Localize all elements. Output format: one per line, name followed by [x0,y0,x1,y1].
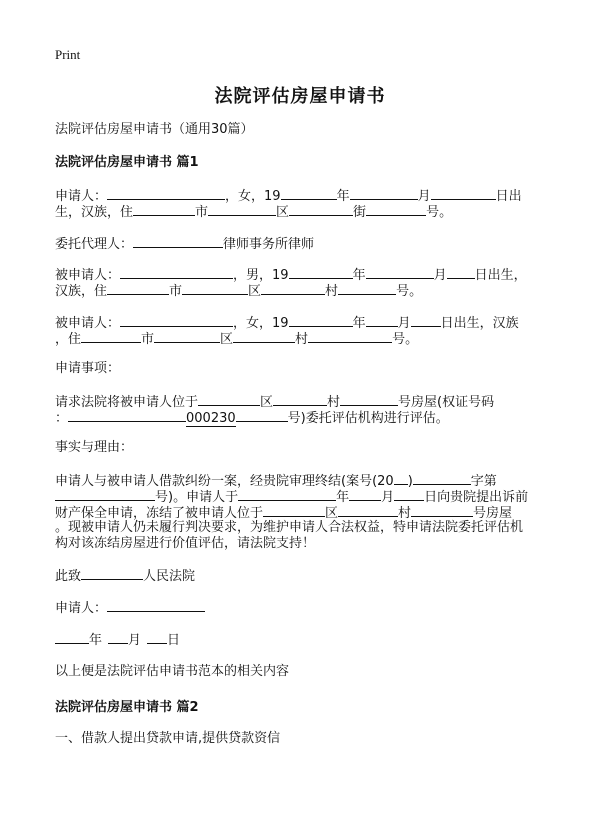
text: 律师事务所律师 [223,237,315,252]
blank [236,409,288,422]
text: 日出生， [474,268,527,283]
text: ) [407,474,413,489]
blank [366,203,426,216]
text: 号。 [392,332,419,347]
blank [289,203,353,216]
blank [394,488,424,501]
request-line-2 [55,409,449,427]
blank [147,631,167,644]
text: 年 [352,316,366,331]
blank [107,187,225,200]
blank [133,203,195,216]
blank [308,330,392,343]
text: 村 [327,395,341,410]
blank [81,567,143,580]
closing-line [55,567,195,585]
text: 月 [397,316,411,331]
text: 号)。申请人于 [155,490,239,505]
blank [120,266,233,279]
text: 市 [169,284,183,299]
matters-label: 申请事项： [55,361,121,376]
blank [338,282,396,295]
text: 申请人： [55,601,108,616]
text: 区 [220,332,234,347]
blank [413,472,471,485]
blank [208,203,276,216]
section-2-heading: 法院评估房屋申请书 篇2 [55,700,199,715]
text: 年 [89,633,103,648]
blank [411,504,473,517]
blank [238,488,336,501]
blank [394,472,408,485]
text: ，住 [55,332,82,347]
blank [68,409,186,422]
date-line [55,631,180,649]
text: ： [55,411,69,426]
respondent-1-line-2 [55,282,422,300]
text: 市 [141,332,155,347]
agent-line [55,235,314,253]
text: 号)委托评估机构进行评估。 [287,411,449,426]
text: 此致 [55,569,82,584]
text: 人民法院 [143,569,196,584]
text: 村 [398,506,412,521]
text: ，男，19 [233,268,289,283]
blank [120,314,233,327]
blank [366,314,398,327]
blank [350,187,418,200]
text: 号。 [426,205,453,220]
blank [55,631,89,644]
blank [263,504,325,517]
section-2-line-1: 一、借款人提出贷款申请,提供贷款资信 [55,731,281,746]
blank [233,330,295,343]
blank [447,266,475,279]
text: 月 [381,490,395,505]
text: 财产保全申请，冻结了被申请人位于 [55,506,264,521]
text: 日 [167,633,181,648]
text: 号房屋(权证号码 [398,395,495,410]
document-title: 法院评估房屋申请书 [214,86,386,107]
text: 号房屋 [473,506,513,521]
print-label: Print [55,47,81,62]
signature-line [55,599,205,617]
blank [133,235,223,248]
blank [55,488,155,501]
facts-line-5: 构对该冻结房屋进行价值评估，请法院支持！ [55,536,316,551]
text: 日向贵院提出诉前 [424,490,529,505]
facts-line-4: 。现被申请人仍未履行判决要求，为维护申请人合法权益，特申请法院委托评估机 [55,520,524,535]
text: 村 [295,332,309,347]
text: 区 [260,395,274,410]
text: 生，汉族，住 [55,205,134,220]
text: 月 [433,268,447,283]
blank [338,504,398,517]
text: 号。 [396,284,423,299]
blank [154,330,220,343]
blank [281,187,337,200]
text: 区 [248,284,262,299]
blank [431,187,496,200]
text: 月 [128,633,142,648]
text: 被申请人： [55,316,121,331]
blank [340,393,398,406]
text: 委托代理人： [55,237,134,252]
text: 被申请人： [55,268,121,283]
blank [366,266,434,279]
blank [349,488,381,501]
text: 日出 [495,189,522,204]
text: 区 [276,205,290,220]
text: 申请人与被申请人借款纠纷一案，经贵院审理终结(案号(20 [55,474,394,489]
text: 年 [352,268,366,283]
text: 月 [417,189,431,204]
text: ，女，19 [225,189,281,204]
section-1-heading: 法院评估房屋申请书 篇1 [55,155,199,170]
blank [108,631,128,644]
text: 字第 [470,474,497,489]
applicant-line-2 [55,203,452,221]
blank [289,314,353,327]
blank [182,282,248,295]
text: 年 [336,490,350,505]
text: 区 [325,506,339,521]
blank [107,282,169,295]
blank [411,314,441,327]
blank [107,599,205,612]
blank [81,330,141,343]
certificate-number: 000230 [186,411,236,426]
summary-line: 以上便是法院评估申请书范本的相关内容 [55,664,290,679]
text: 年 [336,189,350,204]
text: 街 [353,205,367,220]
text: 汉族，住 [55,284,108,299]
text: 日出生，汉族 [440,316,519,331]
text: 申请人： [55,189,108,204]
text: 村 [325,284,339,299]
blank [273,393,327,406]
text: ，女，19 [233,316,289,331]
blank [198,393,260,406]
text: 市 [195,205,209,220]
text: 请求法院将被申请人位于 [55,395,199,410]
blank [289,266,353,279]
facts-label: 事实与理由： [55,440,134,455]
intro-line: 法院评估房屋申请书（通用30篇） [55,122,254,137]
blank [261,282,325,295]
respondent-2-line-2 [55,330,418,348]
